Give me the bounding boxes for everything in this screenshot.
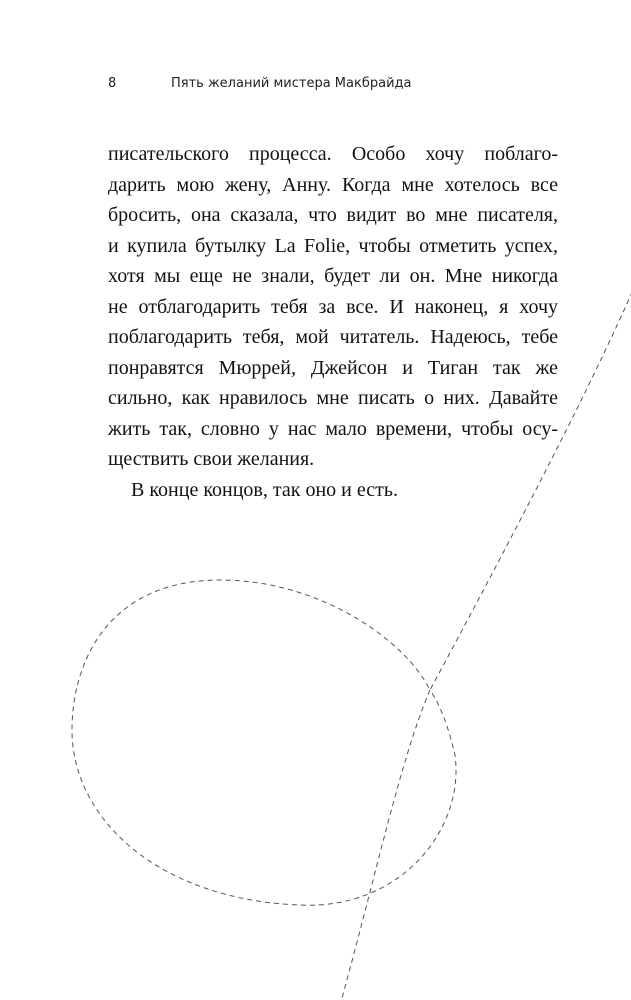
page-number: 8: [108, 76, 117, 91]
dashed-loop-path: [72, 283, 631, 1000]
text-line: сильно, как нравилось мне писать о них. Давайте: [108, 387, 558, 409]
text-line: хотя мы еще не знали, будет ли он. Мне никогда: [108, 265, 558, 287]
text-line: понравятся Мюррей, Джейсон и Тиган так же: [108, 356, 558, 379]
text-line: поблагодарить тебя, мой читатель. Надеюсь, тебе: [108, 326, 558, 348]
text-line: и купила бутылку La Folie, чтобы отметить успех,: [108, 234, 558, 257]
text-line: писательского процесса. Особо хочу поблаго-: [108, 143, 558, 165]
text-line: В конце концов, так оно и есть.: [131, 478, 398, 501]
text-line: не отблагодарить тебя за все. И наконец, я хочу: [108, 295, 558, 318]
book-title: Пять желаний мистера Макбрайда: [171, 76, 412, 91]
text-line: дарить мою жену, Анну. Когда мне хотелось все: [108, 173, 558, 196]
text-line: жить так, словно у нас мало времени, чтобы осу-: [108, 417, 558, 440]
text-line: бросить, она сказала, что видит во мне писателя,: [108, 204, 558, 226]
text-line: ществить свои желания.: [108, 448, 315, 470]
